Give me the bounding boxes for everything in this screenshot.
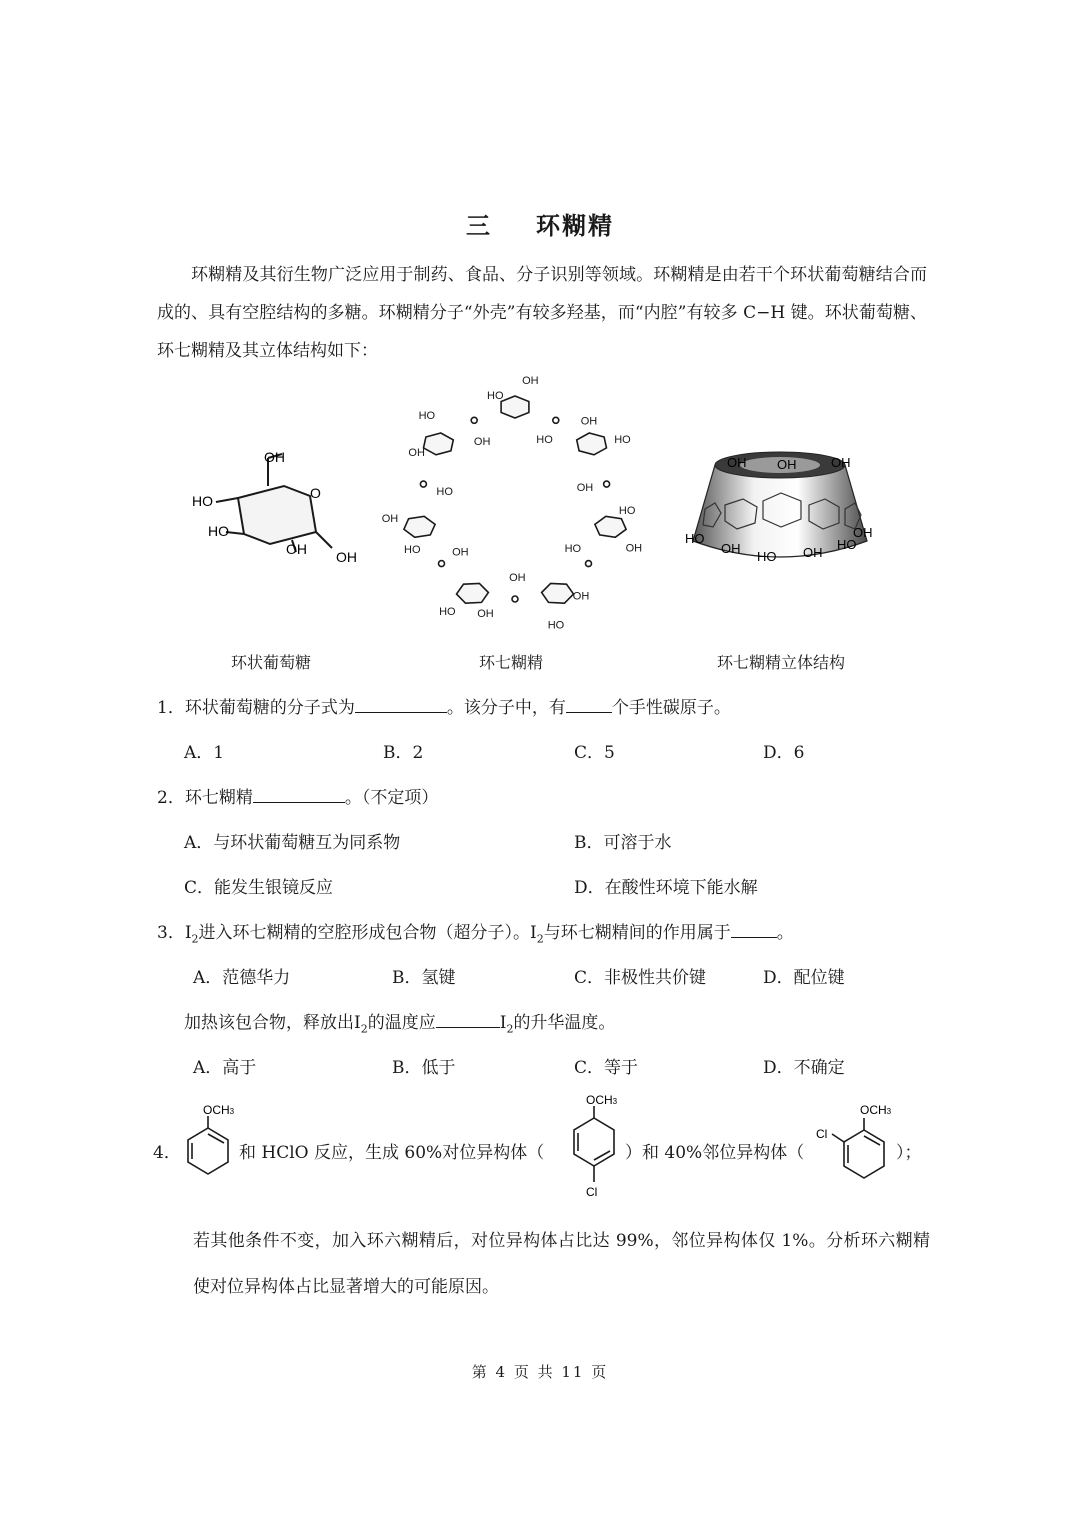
svg-text:Cl: Cl (816, 1127, 828, 1141)
cd-label: HO (614, 433, 631, 446)
cd-label: HO (618, 505, 636, 518)
section-name: 环糊精 (536, 212, 614, 240)
cd-glycosidic-o (604, 481, 610, 487)
glucose-label-ring-o: O (310, 485, 321, 501)
glucose-label-oh-top: OH (264, 449, 285, 465)
q3-sub-option-c[interactable]: C．等于 (574, 1058, 639, 1078)
q3-sub-text-a: 加热该包合物，释放出 (184, 1013, 354, 1033)
cd-glycosidic-o (512, 596, 518, 602)
cd-label: HO (404, 544, 421, 556)
cd-glucose-unit (424, 433, 454, 455)
question-1 (157, 693, 731, 718)
q2-option-b[interactable]: B．可溶于水 (574, 833, 672, 853)
q3-sub-text-b: 的温度应 (367, 1013, 436, 1033)
q1-blank-count[interactable] (566, 694, 612, 713)
cd-label: HO (439, 606, 456, 619)
caption-glucose: 环状葡萄糖 (231, 653, 312, 672)
q3-option-d[interactable]: D．配位键 (763, 968, 845, 988)
cd-label: OH (509, 572, 526, 584)
cd-label: OH (473, 436, 491, 449)
cd-glycosidic-o (439, 561, 445, 567)
cd-label: OH (452, 546, 469, 559)
q3-i2-a: $I_2$ (184, 923, 199, 946)
q1-option-b[interactable]: B．2 (383, 743, 424, 763)
caption-3d: 环七糊精立体结构 (717, 653, 846, 672)
q3-option-a[interactable]: A．范德华力 (193, 968, 291, 988)
section-title (0, 206, 1080, 241)
glucose-label-ho-2: HO (208, 523, 229, 539)
svg-text:Cl: Cl (586, 1185, 598, 1199)
cone-label-1: OH (727, 455, 747, 470)
cd-label: OH (408, 446, 425, 459)
cd-glycosidic-o (420, 481, 426, 487)
cd-label: HO (436, 486, 453, 499)
cd-label: HO (418, 410, 436, 423)
q3-text-b: 与环七糊精间的作用属于 (543, 923, 731, 943)
cd-label: HO (536, 434, 553, 447)
page-footer: 第 4 页 共 11 页 (471, 1363, 609, 1381)
svg-text:OCH3: OCH3 (860, 1103, 892, 1117)
q1-option-d[interactable]: D．6 (763, 743, 805, 763)
cd-glycosidic-o (553, 417, 559, 423)
cd-glucose-unit (595, 516, 626, 537)
cd-glucose-unit (577, 433, 607, 455)
q3-blank-interaction[interactable] (731, 919, 777, 938)
q3-blank-temperature[interactable] (436, 1009, 500, 1028)
caption-cyclodextrin: 环七糊精 (479, 653, 544, 672)
cd-glucose-unit (457, 583, 489, 603)
q3-option-b[interactable]: B．氢键 (392, 968, 456, 988)
q3-number: 3． (157, 923, 185, 943)
svg-text:OCH3: OCH3 (203, 1103, 235, 1117)
cd-glycosidic-o (471, 417, 477, 423)
glucose-label-ho-1: HO (192, 493, 213, 509)
glucose-structure (186, 440, 376, 580)
anisole-structure (178, 1100, 238, 1186)
q4-continuation: 若其他条件不变，加入环六糊精后，对位异构体占比达 99%，邻位异构体仅 1%。分析环六糊精使对位异构体占比显著增大的可能原因。 (193, 1231, 930, 1297)
question-3 (157, 918, 794, 945)
q4-text-c: ）； (896, 1143, 922, 1163)
cd-label: HO (487, 389, 504, 402)
q3-option-c[interactable]: C．非极性共价键 (574, 968, 707, 988)
q2-option-a[interactable]: A．与环状葡萄糖互为同系物 (184, 833, 401, 853)
q2-option-c[interactable]: C．能发生银镜反应 (184, 878, 334, 898)
cyclodextrin-3d-structure (685, 445, 875, 575)
para-chloroanisole-structure (566, 1092, 630, 1202)
q3-text-a: 进入环七糊精的空腔形成包合物（超分子）。 (198, 923, 531, 943)
q2-text-b: 。（不定项） (344, 788, 439, 808)
cd-label: OH (576, 481, 594, 494)
cd-label: OH (477, 608, 494, 620)
intro-paragraph: 环糊精及其衍生物广泛应用于制药、食品、分子识别等领域。环糊精是由若干个环状葡萄糖结合而成的、具有空腔结构的多糖。环糊精分子“外壳”有较多羟基，而“内腔”有较多 C−H 键。环状葡萄糖、环七糊精及其立体结构如下： (157, 265, 927, 361)
q3-text-c: 。 (776, 923, 794, 943)
q3-sub-text-c: 的升华温度。 (513, 1013, 616, 1033)
cone-label-5: OH (721, 541, 741, 556)
cd-label: HO (547, 619, 565, 632)
q1-option-a[interactable]: A．1 (184, 743, 225, 763)
cone-label-3: OH (831, 455, 851, 470)
cd-glucose-unit (542, 583, 574, 603)
cd-label: OH (580, 415, 598, 428)
q3-i2-b: $I_2$ (530, 923, 544, 946)
q1-blank-formula[interactable] (355, 694, 447, 713)
cone-label-7: OH (803, 545, 823, 560)
q3-sub-i2-b: $I_2$ (499, 1013, 514, 1036)
q4-text-b: ）和 40%邻位异构体（ (625, 1143, 805, 1163)
q4-number: 4． (153, 1143, 181, 1163)
cone-label-6: HO (757, 549, 777, 564)
cd-label: OH (625, 542, 643, 555)
cd-label: OH (381, 513, 399, 526)
cd-glycosidic-o (586, 561, 592, 567)
cd-label: OH (522, 375, 539, 387)
q2-blank[interactable] (253, 784, 345, 803)
glucose-label-oh-4: OH (336, 549, 357, 565)
q3-sub-option-d[interactable]: D．不确定 (763, 1058, 845, 1078)
svg-text:OCH3: OCH3 (586, 1093, 618, 1107)
cd-glucose-unit (501, 396, 529, 418)
q1-text-c: 个手性碳原子。 (611, 698, 731, 718)
cyclodextrin-structure (380, 375, 650, 640)
q3-sub-option-a[interactable]: A．高于 (193, 1058, 257, 1078)
cone-label-8: HO (837, 537, 857, 552)
cone-label-9: OH (853, 525, 873, 540)
glucose-label-oh-3: OH (286, 541, 307, 557)
ortho-chloroanisole-structure (812, 1100, 904, 1186)
q1-number: 1． (157, 698, 185, 718)
cone-label-4: HO (685, 531, 705, 546)
cd-glucose-unit (404, 516, 435, 537)
q2-text-a: 环七糊精 (184, 788, 253, 808)
q3-sub-i2-a: $I_2$ (354, 1013, 368, 1036)
q2-option-d[interactable]: D．在酸性环境下能水解 (574, 878, 758, 898)
section-number: 三 (466, 212, 492, 240)
q2-number: 2． (157, 788, 185, 808)
cd-label: HO (564, 543, 582, 556)
cd-label: OH (572, 590, 590, 603)
q1-text-a: 环状葡萄糖的分子式为 (184, 698, 355, 718)
q4-text-a: 和 HClO 反应，生成 60%对位异构体（ (239, 1143, 545, 1163)
question-3-sub (184, 1008, 615, 1035)
question-2 (157, 783, 438, 808)
cone-label-2: OH (777, 457, 797, 472)
q1-text-b: 。该分子中，有 (446, 698, 566, 718)
q3-sub-option-b[interactable]: B．低于 (392, 1058, 456, 1078)
q1-option-c[interactable]: C．5 (574, 743, 615, 763)
